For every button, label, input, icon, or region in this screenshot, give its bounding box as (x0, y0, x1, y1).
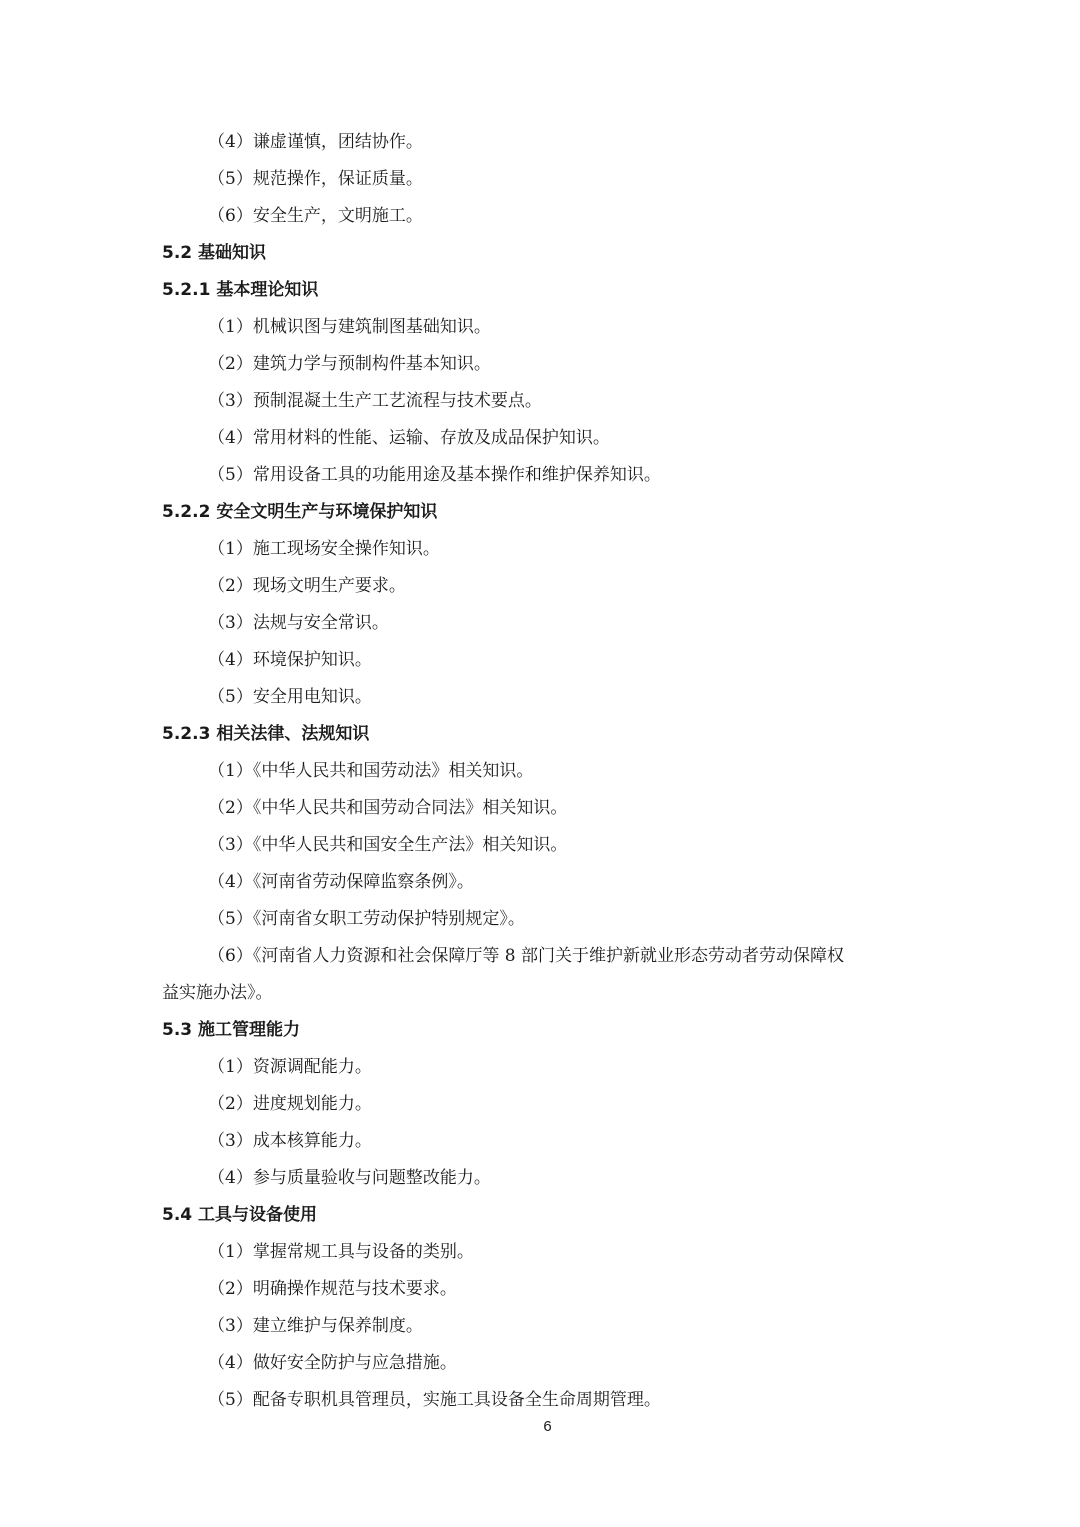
list-item: （5）《河南省女职工劳动保护特别规定》。 (208, 909, 525, 929)
list-item: （5）安全用电知识。 (208, 687, 372, 707)
list-item: （4）《河南省劳动保障监察条例》。 (208, 872, 474, 892)
list-item: （2）现场文明生产要求。 (208, 576, 406, 596)
list-item: （3）成本核算能力。 (208, 1131, 372, 1151)
list-item: （2）《中华人民共和国劳动合同法》相关知识。 (208, 798, 568, 818)
list-item: （1）施工现场安全操作知识。 (208, 539, 440, 559)
list-item: （6）《河南省人力资源和社会保障厅等 8 部门关于维护新就业形态劳动者劳动保障权 (208, 946, 844, 966)
list-item: （1）掌握常规工具与设备的类别。 (208, 1242, 474, 1262)
list-item: （4）常用材料的性能、运输、存放及成品保护知识。 (208, 428, 610, 448)
list-item: （5）规范操作，保证质量。 (208, 169, 423, 189)
list-item: （2）建筑力学与预制构件基本知识。 (208, 354, 491, 374)
list-item: （3）建立维护与保养制度。 (208, 1316, 423, 1336)
list-item: （4）参与质量验收与问题整改能力。 (208, 1168, 491, 1188)
list-item: （2）明确操作规范与技术要求。 (208, 1279, 457, 1299)
list-item: （3）《中华人民共和国安全生产法》相关知识。 (208, 835, 568, 855)
list-item: （3）法规与安全常识。 (208, 613, 389, 633)
list-item: （3）预制混凝土生产工艺流程与技术要点。 (208, 391, 542, 411)
list-item-continuation: 益实施办法》。 (162, 983, 273, 1003)
subsection-heading: 5.2.3 相关法律、法规知识 (162, 724, 370, 744)
section-heading: 5.4 工具与设备使用 (162, 1205, 318, 1225)
subsection-heading: 5.2.1 基本理论知识 (162, 280, 319, 300)
list-item: （2）进度规划能力。 (208, 1094, 372, 1114)
list-item: （4）环境保护知识。 (208, 650, 372, 670)
subsection-heading: 5.2.2 安全文明生产与环境保护知识 (162, 502, 438, 522)
list-item: （5）常用设备工具的功能用途及基本操作和维护保养知识。 (208, 465, 661, 485)
list-item: （5）配备专职机具管理员，实施工具设备全生命周期管理。 (208, 1390, 661, 1410)
list-item: （4）做好安全防护与应急措施。 (208, 1353, 457, 1373)
list-item: （1）机械识图与建筑制图基础知识。 (208, 317, 491, 337)
section-heading: 5.2 基础知识 (162, 243, 267, 263)
page-number: 6 (543, 1418, 552, 1435)
section-heading: 5.3 施工管理能力 (162, 1020, 301, 1040)
list-item: （6）安全生产，文明施工。 (208, 206, 423, 226)
list-item: （4）谦虚谨慎，团结协作。 (208, 132, 423, 152)
list-item: （1）《中华人民共和国劳动法》相关知识。 (208, 761, 534, 781)
list-item: （1）资源调配能力。 (208, 1057, 372, 1077)
